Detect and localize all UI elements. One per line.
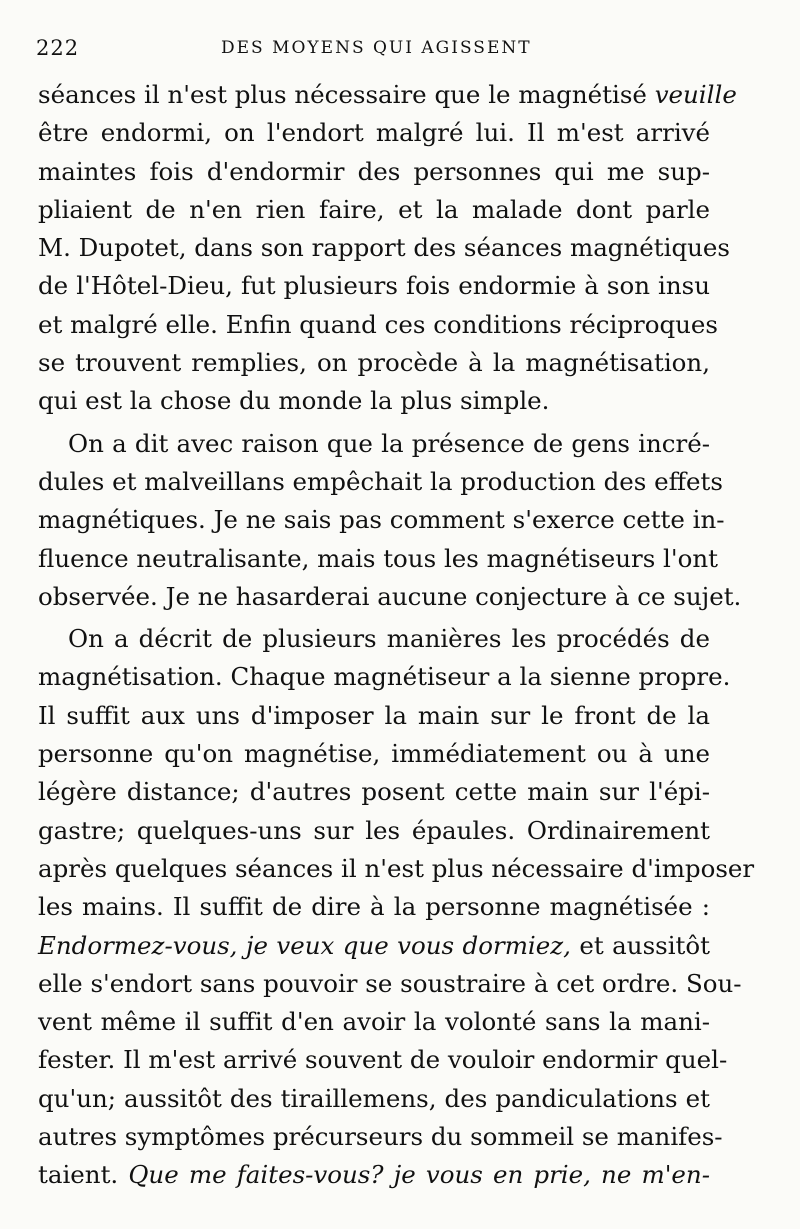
text-line: Il suffit aux uns d'imposer la main sur le front de la [38, 700, 710, 730]
text-line: Endormez-vous, je veux que vous dormiez, et aussitôt [38, 930, 710, 960]
text-line: magnétisation. Chaque magnétiseur a la sienne propre. [38, 662, 731, 692]
text-line: être endormi, on l'endort malgré lui. Il m'est arrivé [38, 118, 710, 148]
body-text [38, 76, 755, 1195]
text-line: les mains. Il suffit de dire à la personne magnétisée : [38, 892, 710, 922]
text-line: vent même il suffit d'en avoir la volonté sans la mani- [38, 1007, 710, 1037]
text-line: personne qu'on magnétise, immédiatement ou à une [38, 739, 710, 769]
text-line: observée. Je ne hasarderai aucune conjecture à ce sujet. [38, 581, 742, 611]
text-line: elle s'endort sans pouvoir se soustraire à cet ordre. Sou- [38, 968, 742, 998]
text-line: taient. Que me faites-vous? je vous en prie, ne m'en- [38, 1160, 710, 1190]
text-line: magnétiques. Je ne sais pas comment s'exerce cette in- [38, 505, 725, 535]
text-line: autres symptômes précurseurs du sommeil se manifes- [38, 1122, 723, 1152]
text-line: fester. Il m'est arrivé souvent de vouloir endormir quel- [38, 1045, 728, 1075]
text-line: qu'un; aussitôt des tiraillemens, des pandiculations et [38, 1083, 710, 1113]
running-head: DES MOYENS QUI AGISSENT [221, 38, 532, 58]
text-line: après quelques séances il n'est plus nécessaire d'imposer [38, 853, 755, 883]
text-line: maintes fois d'endormir des personnes qui me sup- [38, 156, 710, 186]
text-line: se trouvent remplies, on procède à la magnétisation, [38, 348, 710, 378]
text-line: de l'Hôtel-Dieu, fut plusieurs fois endormie à son insu [38, 271, 710, 301]
text-line: M. Dupotet, dans son rapport des séances magnétiques [38, 233, 730, 263]
text-line: qui est la chose du monde la plus simple. [38, 386, 550, 416]
text-line: On a dit avec raison que la présence de gens incré- [68, 428, 710, 458]
text-line: et malgré elle. Enfin quand ces conditions réciproques [38, 309, 718, 339]
page-header [36, 36, 736, 60]
text-line: fluence neutralisante, mais tous les magnétiseurs l'ont [38, 543, 718, 573]
text-line: légère distance; d'autres posent cette main sur l'épi- [38, 777, 710, 807]
text-line: séances il n'est plus nécessaire que le magnétisé veuille [38, 80, 737, 109]
text-line: gastre; quelques-uns sur les épaules. Ordinairement [38, 815, 710, 845]
text-line: On a décrit de plusieurs manières les procédés de [68, 624, 710, 654]
text-line: pliaient de n'en rien faire, et la malade dont parle [38, 194, 710, 224]
page-number: 222 [36, 36, 80, 60]
text-line: dules et malveillans empêchait la production des effets [38, 466, 723, 496]
